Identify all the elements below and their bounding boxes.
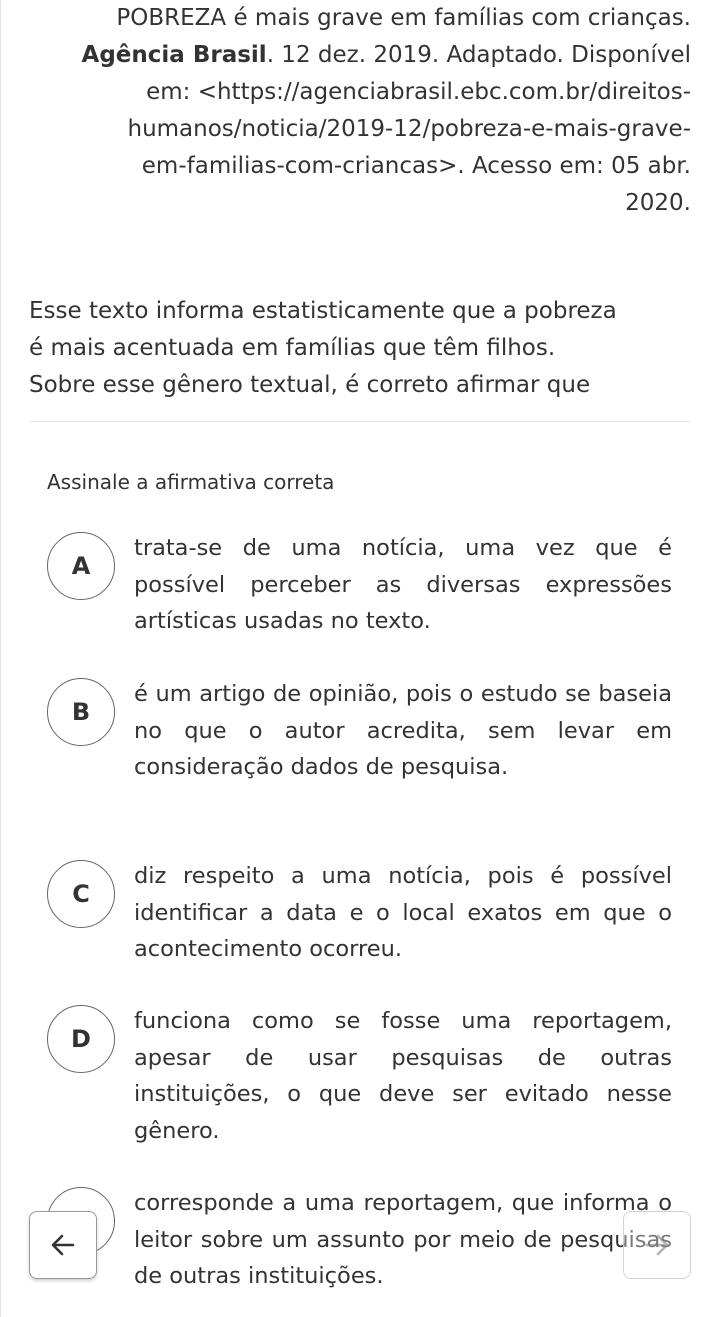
option-letter-circle: B [47, 678, 115, 746]
option-text: é um artigo de opinião, pois o estudo se baseia no que o autor acredita, sem levar em consideração dados de pesquisa. [134, 681, 672, 781]
arrow-right-icon [642, 1230, 672, 1260]
reference-title: POBREZA é mais grave em famílias com crianças. [116, 5, 691, 31]
reference-url-line-1: em: <https://agenciabrasil.ebc.com.br/direitos- [146, 79, 691, 105]
reference-source-name: Agência Brasil [81, 42, 267, 68]
question-prompt [29, 293, 694, 404]
option-text: funciona como se fosse uma reportagem, apesar de usar pesquisas de outras instituições, o que deve ser evitado nesse gênero. [134, 1008, 672, 1145]
prompt-line: Sobre esse gênero textual, é correto afirmar que [29, 372, 591, 398]
reference-url-line-2: humanos/noticia/2019-12/pobreza-e-mais-grave- [127, 116, 691, 142]
arrow-left-icon [48, 1230, 78, 1260]
instruction-label: Assinale a afirmativa correta [47, 470, 335, 494]
left-border [0, 0, 1, 1317]
next-button[interactable] [623, 1211, 691, 1279]
option-letter-circle: D [47, 1005, 115, 1073]
option-letter-circle: A [47, 532, 115, 600]
reference-year: 2020. [625, 190, 691, 216]
prompt-line: Esse texto informa estatisticamente que a pobreza [29, 298, 617, 324]
reference-source [19, 37, 691, 74]
reference-source-details: . 12 dez. 2019. Adaptado. Disponível [266, 42, 691, 68]
option-letter-circle: C [47, 860, 115, 928]
reference-url-line-3: em-familias-com-criancas>. Acesso em: 05 abr. [141, 153, 691, 179]
previous-button[interactable] [29, 1211, 97, 1279]
option-text: diz respeito a uma notícia, pois é possível identificar a data e o local exatos em que o acontecimento ocorreu. [134, 863, 672, 963]
option-text: trata-se de uma notícia, uma vez que é possível perceber as diversas expressões artísticas usadas no texto. [134, 535, 672, 635]
option-text: corresponde a uma reportagem, que informa o leitor sobre um assunto por meio de pesquisas de outras instituições. [134, 1190, 672, 1290]
prompt-line: é mais acentuada em famílias que têm filhos. [29, 335, 556, 361]
divider [29, 421, 691, 422]
